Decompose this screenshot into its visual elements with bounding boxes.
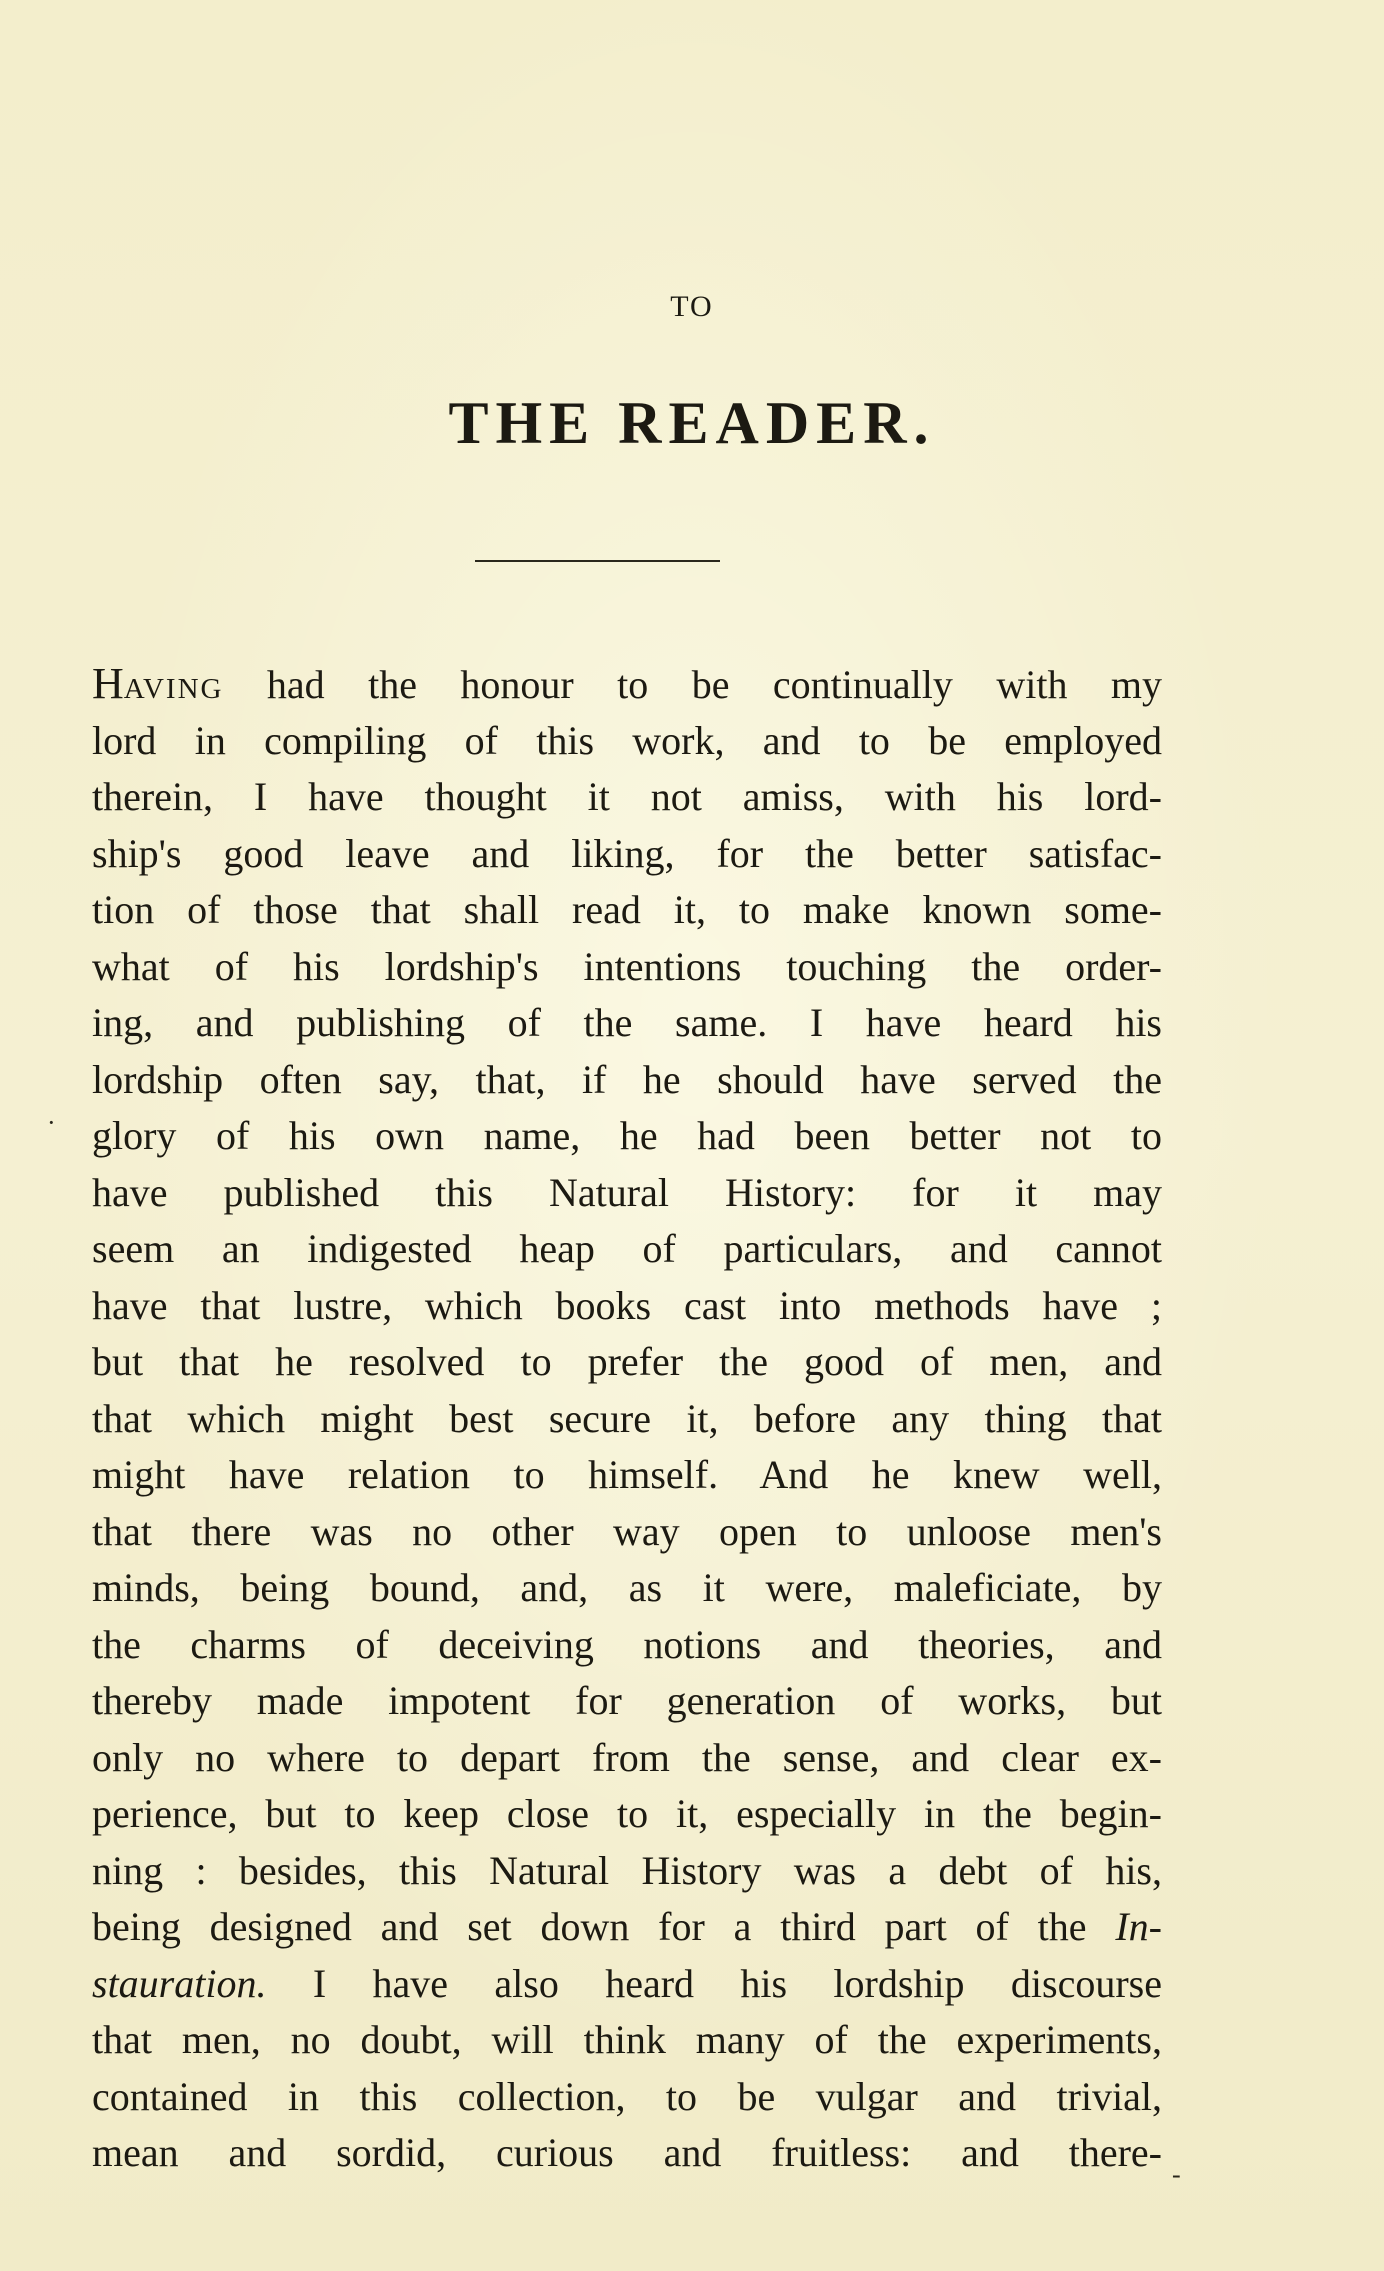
body-text — [92, 656, 1162, 2182]
text-line — [92, 1899, 1162, 1956]
line-text: had the honour to be continually with my — [223, 662, 1162, 707]
text-line — [92, 1956, 1162, 2013]
text-line: lord in compiling of this work, and to be employed — [92, 717, 1162, 763]
italic-word: stauration. — [92, 1960, 267, 2006]
text-line: seem an indigested heap of particulars, and cannot — [92, 1226, 1162, 1271]
drop-initial: H — [92, 659, 124, 708]
text-line: have published this Natural History: for it may — [92, 1169, 1162, 1215]
stray-mark: · — [47, 1108, 56, 1137]
title-rule — [475, 560, 720, 562]
text-line: ing, and publishing of the same. I have heard his — [92, 1000, 1162, 1045]
text-line: glory of his own name, he had been better not to — [92, 1113, 1162, 1158]
text-line: but that he resolved to prefer the good of men, and — [92, 1339, 1162, 1384]
text-line: therein, I have thought it not amiss, with his lord- — [92, 774, 1162, 819]
small-caps-word: AVING — [123, 673, 224, 705]
text-line: only no where to depart from the sense, and clear ex- — [92, 1734, 1162, 1780]
text-line: that men, no doubt, will think many of the experiments, — [92, 2017, 1162, 2062]
text-line: ship's good leave and liking, for the better satisfac- — [92, 830, 1162, 876]
text-line: perience, but to keep close to it, especially in the begin- — [92, 1791, 1162, 1836]
text-line: mean and sordid, curious and fruitless: and there- — [92, 2130, 1162, 2175]
text-line: thereby made impotent for generation of works, but — [92, 1678, 1162, 1723]
text-line: that which might best secure it, before any thing that — [92, 1395, 1162, 1441]
line-text: being designed and set down for a third part of the — [92, 1904, 1087, 1949]
page-title: THE READER. — [448, 390, 936, 456]
text-line: that there was no other way open to unloose men's — [92, 1508, 1162, 1554]
text-line: have that lustre, which books cast into methods have ; — [92, 1282, 1162, 1328]
text-line: the charms of deceiving notions and theories, and — [92, 1621, 1162, 1667]
heading-to: TO — [670, 290, 714, 323]
text-line: might have relation to himself. And he knew well, — [92, 1452, 1162, 1497]
stray-mark: - — [1172, 2160, 1181, 2189]
text-line — [92, 656, 1162, 713]
text-line: ning : besides, this Natural History was a debt of his, — [92, 1847, 1162, 1893]
text-line: minds, being bound, and, as it were, maleficiate, by — [92, 1565, 1162, 1610]
text-line: contained in this collection, to be vulgar and trivial, — [92, 2073, 1162, 2119]
text-line: what of his lordship's intentions touching the order- — [92, 943, 1162, 989]
text-line: tion of those that shall read it, to make known some- — [92, 887, 1162, 932]
line-text: I have also heard his lordship discourse — [266, 1960, 1162, 2006]
text-line: lordship often say, that, if he should have served the — [92, 1056, 1162, 1102]
italic-word: In- — [1115, 1904, 1162, 1949]
